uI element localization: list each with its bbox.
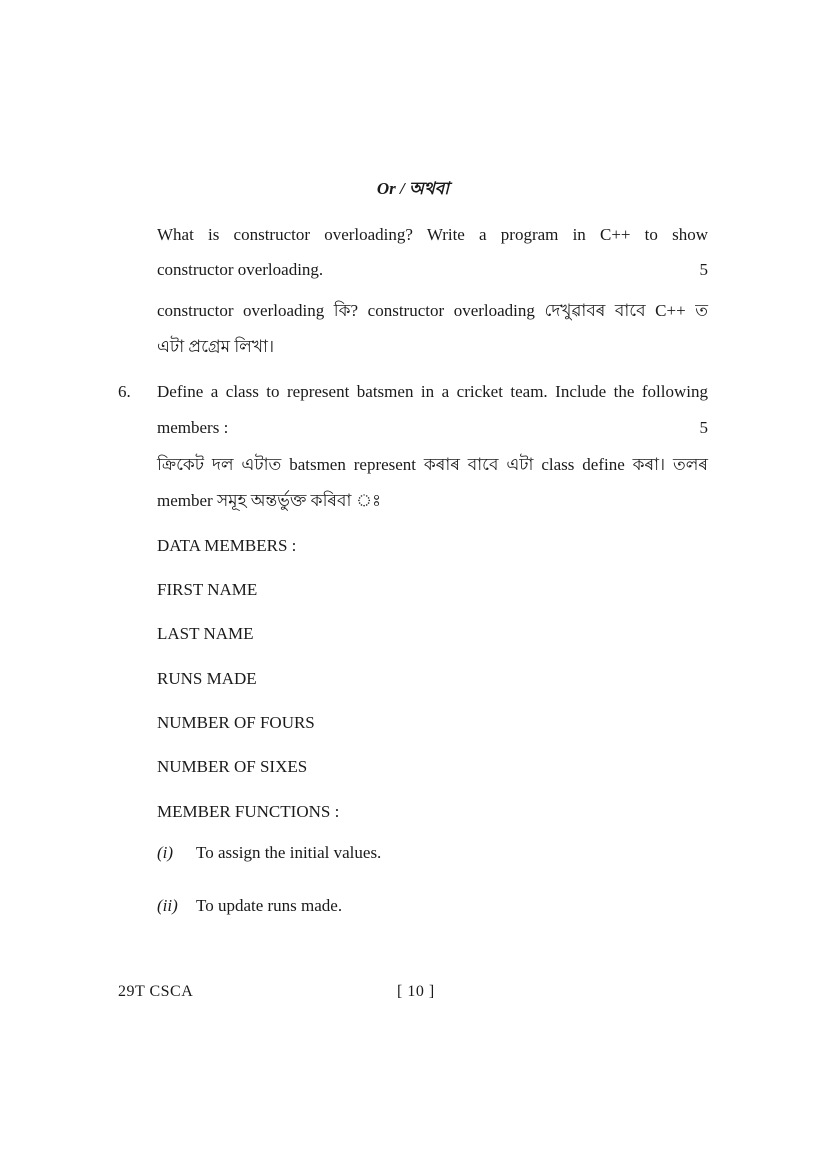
question-number: 6. (118, 382, 131, 401)
alt-question-en-line1: What is constructor overloading? Write a program in C++ to show (157, 225, 708, 244)
paper-code: 29T CSCA (118, 983, 194, 1000)
data-members-heading: DATA MEMBERS : (157, 536, 297, 555)
alt-question-en-line2: constructor overloading. (157, 260, 324, 279)
function-label: (ii) (157, 896, 178, 915)
question6-as-line1: ক্ৰিকেট দল এটাত batsmen represent কৰাৰ বাবে এটা class define কৰা। তলৰ (157, 455, 708, 474)
function-text: To assign the initial values. (196, 843, 382, 862)
data-member-item: NUMBER OF SIXES (157, 757, 308, 776)
question6-marks: 5 (699, 418, 708, 437)
question6-as-line2: member সমূহ অন্তৰ্ভুক্ত কৰিবা ঃ (157, 491, 382, 510)
data-member-item: RUNS MADE (157, 669, 257, 688)
question6-en-line2: members : (157, 418, 229, 437)
member-functions-heading: MEMBER FUNCTIONS : (157, 802, 340, 821)
function-label: (i) (157, 843, 174, 862)
or-heading: Or / অথবা (376, 179, 450, 198)
data-member-item: LAST NAME (157, 624, 254, 643)
data-member-item: FIRST NAME (157, 580, 258, 599)
question6-en-line1: Define a class to represent batsmen in a cricket team. Include the following (157, 382, 708, 401)
page-number: [ 10 ] (397, 983, 435, 1000)
alt-question-as-line2: এটা প্ৰগ্ৰেম লিখা। (157, 337, 275, 356)
alt-question-as-line1: constructor overloading কি? constructor overloading দেখুৱাবৰ বাবে C++ ত (157, 301, 708, 320)
alt-question-marks: 5 (699, 260, 708, 279)
function-text: To update runs made. (196, 896, 343, 915)
data-member-item: NUMBER OF FOURS (157, 713, 315, 732)
